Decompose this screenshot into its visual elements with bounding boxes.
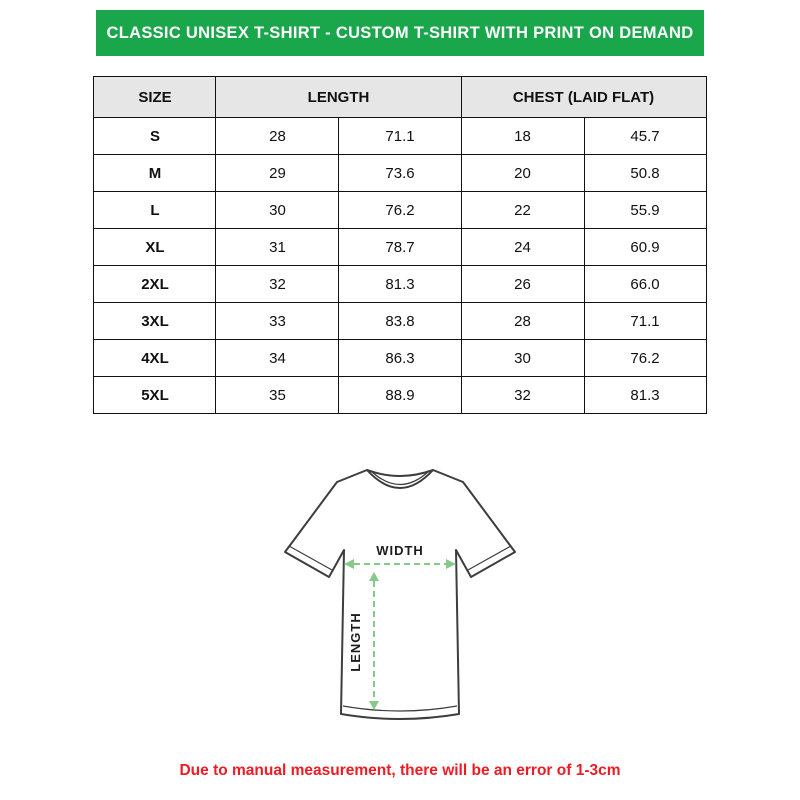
table-row xyxy=(94,118,706,155)
length-header: LENGTH xyxy=(216,77,461,118)
length-cm-cell: 73.6 xyxy=(339,155,461,192)
table-header-row xyxy=(94,77,706,118)
size-cell: 4XL xyxy=(94,340,216,377)
tshirt-diagram-svg xyxy=(240,446,560,746)
length-in-cell: 32 xyxy=(216,266,339,303)
size-cell: 2XL xyxy=(94,266,216,303)
tshirt-outline xyxy=(285,470,515,719)
chest-cm-cell: 60.9 xyxy=(584,229,706,266)
size-cell: 3XL xyxy=(94,303,216,340)
size-chart-table xyxy=(93,76,706,414)
chest-cm-cell: 66.0 xyxy=(584,266,706,303)
chest-in-cell: 18 xyxy=(461,118,584,155)
page-title: CLASSIC UNISEX T-SHIRT - CUSTOM T-SHIRT WITH PRINT ON DEMAND xyxy=(106,23,694,42)
chest-cm-cell: 71.1 xyxy=(584,303,706,340)
chest-in-cell: 32 xyxy=(461,377,584,414)
length-in-cell: 34 xyxy=(216,340,339,377)
length-in-cell: 29 xyxy=(216,155,339,192)
length-cm-cell: 88.9 xyxy=(339,377,461,414)
table-row xyxy=(94,192,706,229)
chest-cm-cell: 81.3 xyxy=(584,377,706,414)
width-label: WIDTH xyxy=(376,543,424,558)
table-row xyxy=(94,377,706,414)
chest-cm-cell: 76.2 xyxy=(584,340,706,377)
size-header: SIZE xyxy=(94,77,216,118)
chest-in-cell: 30 xyxy=(461,340,584,377)
chest-header: CHEST (LAID FLAT) xyxy=(461,77,706,118)
length-cm-cell: 78.7 xyxy=(339,229,461,266)
length-cm-cell: 83.8 xyxy=(339,303,461,340)
chest-in-cell: 24 xyxy=(461,229,584,266)
length-cm-cell: 81.3 xyxy=(339,266,461,303)
chest-in-cell: 26 xyxy=(461,266,584,303)
table-row xyxy=(94,303,706,340)
chest-in-cell: 20 xyxy=(461,155,584,192)
table-row xyxy=(94,340,706,377)
length-in-cell: 28 xyxy=(216,118,339,155)
size-cell: M xyxy=(94,155,216,192)
chest-in-cell: 22 xyxy=(461,192,584,229)
length-cm-cell: 76.2 xyxy=(339,192,461,229)
measurement-note: Due to manual measurement, there will be an error of 1-3cm xyxy=(179,762,621,779)
chest-in-cell: 28 xyxy=(461,303,584,340)
length-cm-cell: 71.1 xyxy=(339,118,461,155)
table-row xyxy=(94,229,706,266)
length-in-cell: 31 xyxy=(216,229,339,266)
size-cell: 5XL xyxy=(94,377,216,414)
length-label: LENGTH xyxy=(348,612,363,672)
measurement-diagram xyxy=(240,446,560,746)
chest-cm-cell: 45.7 xyxy=(584,118,706,155)
table-row xyxy=(94,266,706,303)
length-in-cell: 30 xyxy=(216,192,339,229)
length-in-cell: 33 xyxy=(216,303,339,340)
length-in-cell: 35 xyxy=(216,377,339,414)
length-cm-cell: 86.3 xyxy=(339,340,461,377)
size-cell: S xyxy=(94,118,216,155)
table-row xyxy=(94,155,706,192)
size-cell: XL xyxy=(94,229,216,266)
size-cell: L xyxy=(94,192,216,229)
chest-cm-cell: 55.9 xyxy=(584,192,706,229)
chest-cm-cell: 50.8 xyxy=(584,155,706,192)
title-banner xyxy=(96,10,704,56)
